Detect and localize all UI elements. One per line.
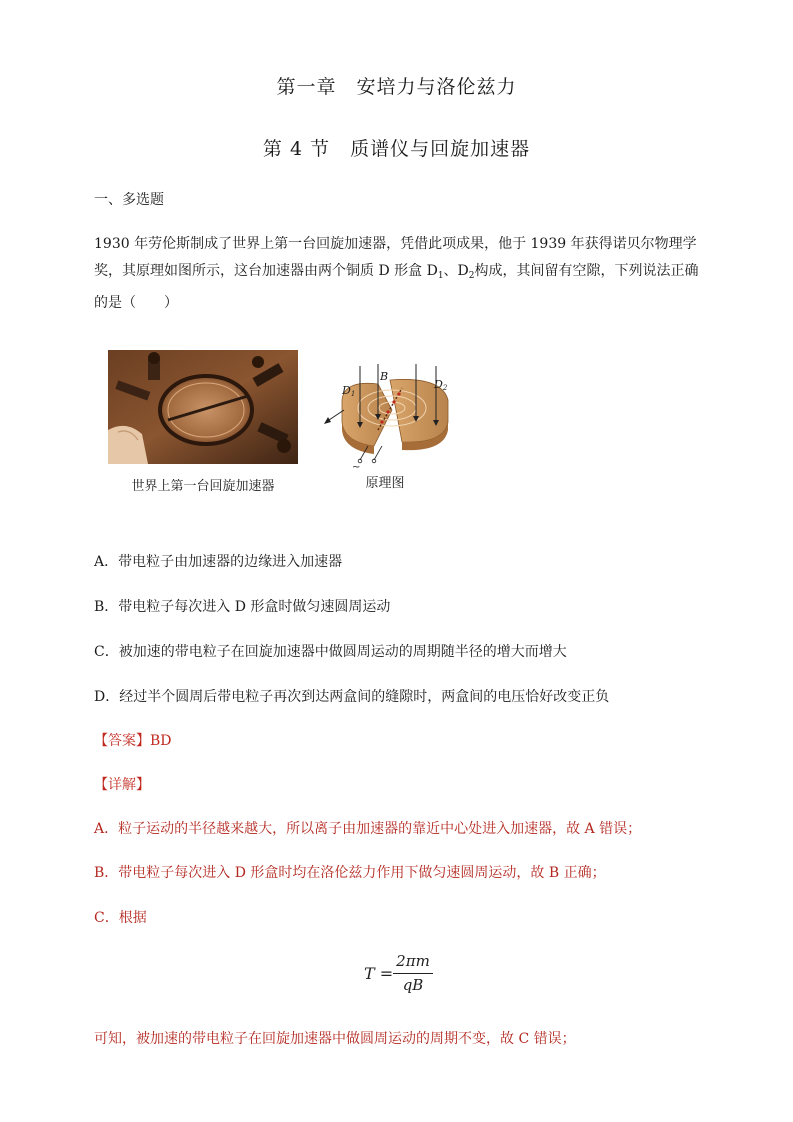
answer-line: [94, 730, 172, 750]
option-b: B．带电粒子每次进入 D 形盒时做匀速圆周运动: [94, 599, 391, 615]
question-type-heading: 一、多选题: [94, 192, 164, 208]
subscript-2: 2: [468, 271, 475, 281]
formula-numerator: 2πm: [396, 952, 430, 970]
label-d1: D1: [342, 384, 356, 398]
answer-label: 【答案】: [94, 733, 150, 749]
explanation-c: C．根据: [94, 910, 147, 926]
label-d2: D2: [434, 378, 448, 392]
explanation-a: A．粒子运动的半径越来越大，所以离子由加速器的靠近中心处进入加速器，故 A 错误；: [94, 821, 642, 837]
formula-lhs: T =: [364, 964, 394, 983]
option-a: A．带电粒子由加速器的边缘进入加速器: [94, 554, 343, 570]
answer-value: BD: [150, 733, 172, 749]
stem-separator: 、D: [443, 263, 469, 279]
label-ac: ~: [352, 462, 361, 473]
period-formula: [360, 952, 450, 1002]
question-stem: [94, 231, 704, 317]
option-c: C．被加速的带电粒子在回旋加速器中做圆周运动的周期随半径的增大而增大: [94, 644, 567, 660]
explanation-b: B．带电粒子每次进入 D 形盒时均在洛伦兹力作用下做匀速圆周运动，故 B 正确；: [94, 865, 606, 881]
question-stem-part1: 1930 年劳伦斯制成了世界上第一台回旋加速器，凭借此项成果，他于 1939 年获得诺贝尔物理学奖，其原理如图所示，这台加速器由两个铜质 D 形盒 D: [94, 236, 697, 279]
subscript-1: 1: [437, 271, 444, 281]
fraction-bar: [393, 973, 433, 974]
label-b: B: [380, 370, 389, 383]
chapter-title: 第一章 安培力与洛伦兹力: [276, 76, 517, 98]
formula-denominator: qB: [402, 976, 424, 994]
diagram-caption: 原理图: [365, 476, 405, 491]
section-title: 第 4 节 质谱仪与回旋加速器: [262, 138, 531, 160]
question-stem-part2: 构成，其间留有空隙，下列说法正确的是（ ）: [94, 263, 699, 311]
cyclotron-principle-diagram: [320, 350, 470, 474]
detail-label: 【详解】: [94, 777, 150, 793]
option-d: D．经过半个圆周后带电粒子再次到达两盒间的缝隙时，两盒间的电压恰好改变正负: [94, 689, 610, 705]
photo-caption: 世界上第一台回旋加速器: [131, 479, 275, 494]
explanation-c-conclusion: 可知，被加速的带电粒子在回旋加速器中做圆周运动的周期不变，故 C 错误；: [94, 1031, 576, 1047]
cyclotron-photo: [108, 350, 298, 464]
